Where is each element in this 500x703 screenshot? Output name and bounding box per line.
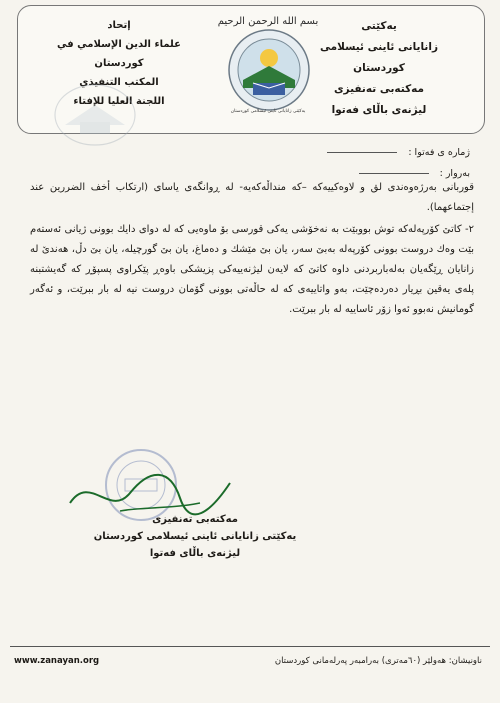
org-name-kurdish: زانایانی ئاینی ئیسلامی كوردستان	[319, 41, 439, 74]
footer-address: ناونیشان: هەولێر (٦٠مەتری) بەرامبەر پەرلەمانی كوردستان	[274, 656, 482, 666]
union-logo-icon	[223, 28, 315, 112]
fatwa-number-label: ژمارە ی فەتوا :	[408, 147, 470, 158]
date-line	[359, 173, 429, 174]
paragraph-1: قوربانی بەرژەوەندی لق و لاوەكییەكە –كە منداڵەكەیە- لە ڕوانگەی یاسای (ارتكاب أخف الضررين عند إجتماعهما).	[30, 182, 474, 213]
fatwa-number-line	[327, 152, 397, 153]
committee-kurdish: لیژنەی باڵای فەتوا	[331, 104, 427, 116]
logo-caption: یەكێتی زانایانی ئاینی ئیسلامی كوردستان	[230, 109, 306, 114]
footer-divider	[10, 646, 490, 647]
sign-org: یەكێتی زانایانی ئاینی ئیسلامی كوردستان	[93, 531, 297, 542]
office-arabic: المكتب التنفيذي	[79, 77, 159, 88]
org-name-arabic: علماء الدين الإسلامي في كوردستان	[57, 39, 181, 69]
sign-office: مەكتەبی تەنفیزی	[152, 514, 238, 525]
org-title-kurdish: يەكێتی	[361, 20, 397, 32]
footer-website-link[interactable]: www.zanayan.org	[14, 656, 100, 666]
letterhead-kurdish	[304, 16, 454, 121]
date-label: بەروار :	[439, 168, 470, 179]
fatwa-number-row	[250, 147, 470, 158]
office-kurdish: مەكتەبی تەنفیزی	[333, 83, 425, 95]
org-title-arabic: إتحاد	[107, 20, 131, 31]
watermark-logo-icon	[50, 80, 140, 150]
signature-block	[90, 511, 300, 562]
paragraph-2: ٢- كاتێ كۆرپەلەكە توش بووبێت بە نەخۆشی یەكی قورسی بۆ ماوەیی كە لە دوای دایك بوونی ژیانی ئەستەم بێت وەك دروست بوونی كۆرپەلە بەبێ سەر، یان بێ مێشك و دەماغ، یان بێ گورچیلە، یان بێ دڵ، هەندێ لە زانایان ڕێگەیان بەلەباربردنی داوە كاتێ كە لایەن لیژنەییەكی پزیشكی باوەڕ پێكراوی پسپۆڕ كە گەیشتبنە پلەی یەقین بڕیار دەردەچێت، بەو واتاییەی كە لە حاڵەتی بوونی گۆمان دروست نیە لە بار ببرێت، و ئەگەر گومانیش نەبوو ئەوا زۆر ئاساییە لە بار ببرێت.	[30, 224, 474, 315]
basmala: بسم الله الرحمن الرحيم	[217, 16, 319, 27]
committee-arabic: اللجنة العليا للإفتاء	[73, 96, 165, 107]
sign-committee: لیژنەی باڵای فەتوا	[149, 548, 241, 559]
